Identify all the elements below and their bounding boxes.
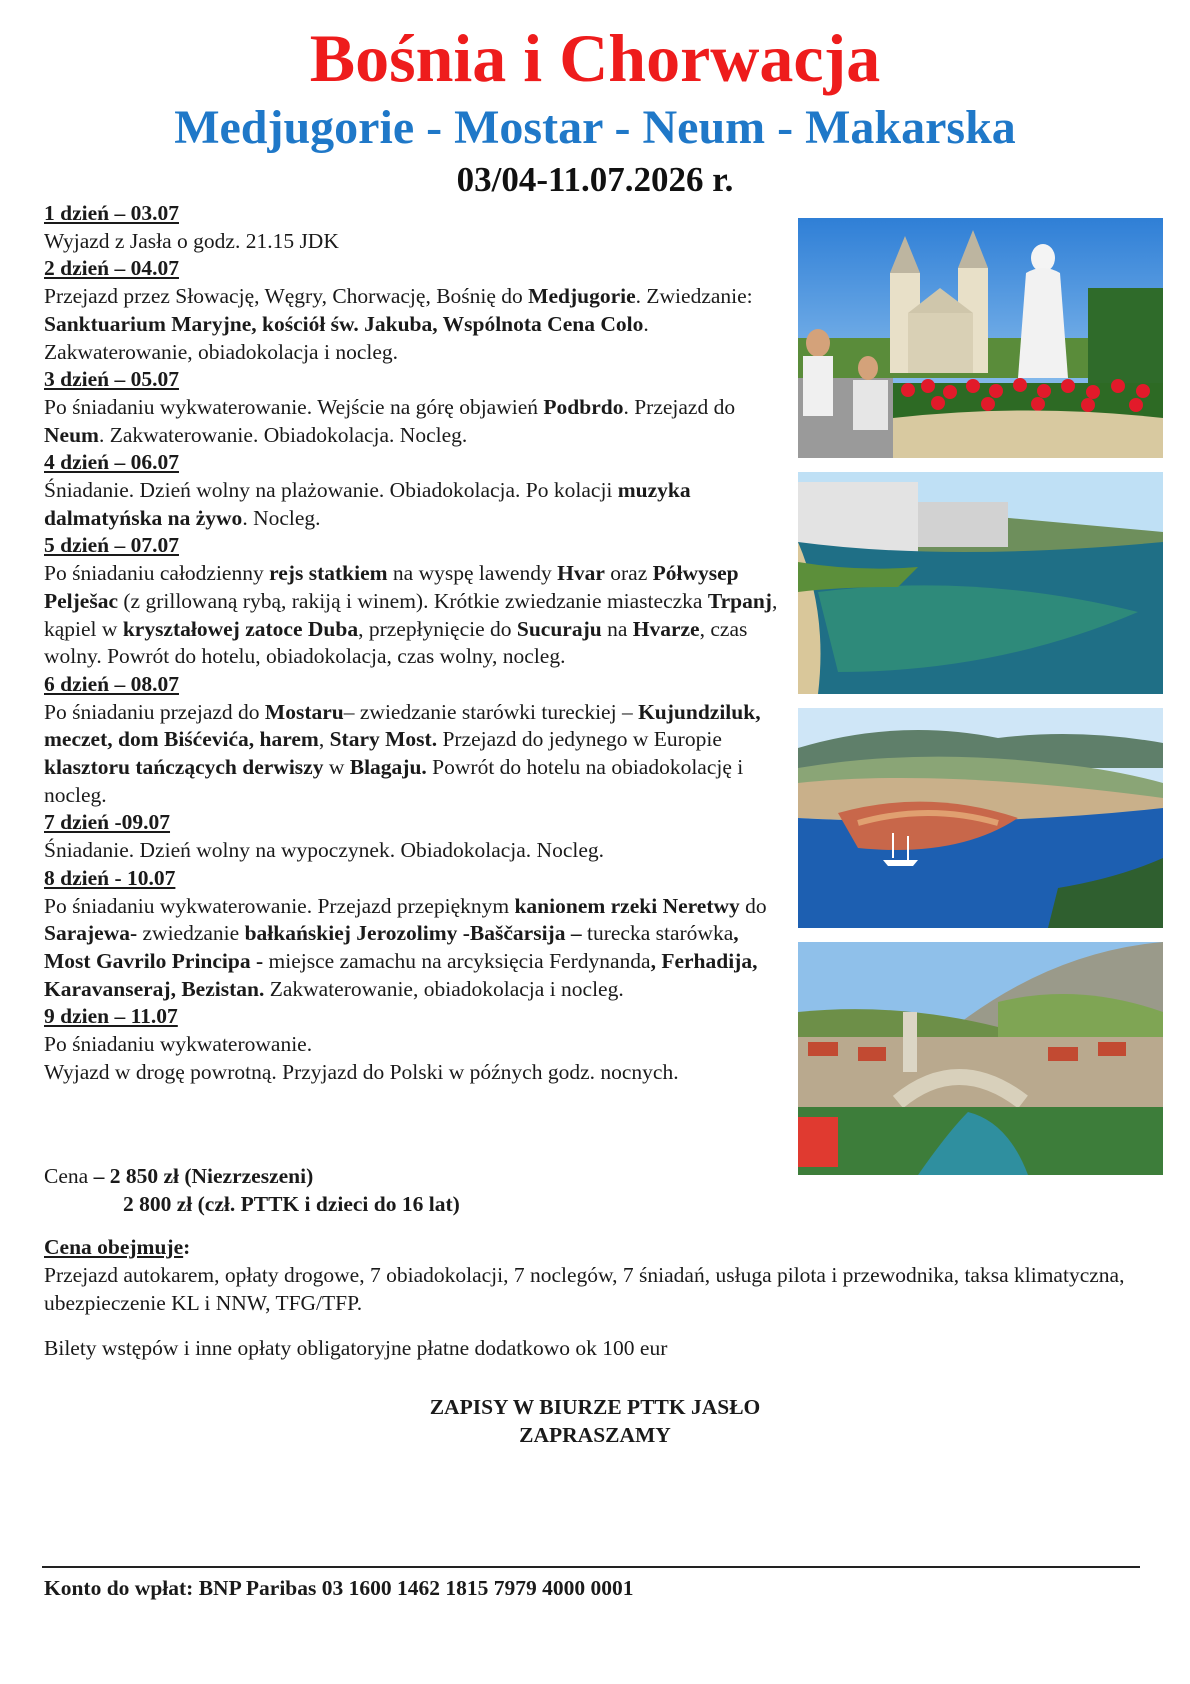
price-line-1: – 2 850 zł (Niezrzeszeni): [93, 1164, 314, 1188]
signup-line-2: ZAPRASZAMY: [519, 1423, 671, 1447]
medjugorje-church-photo: [798, 218, 1163, 458]
day-heading: 4 dzień – 06.07: [44, 450, 179, 475]
day-description: Śniadanie. Dzień wolny na wypoczynek. Obiadokolacja. Nocleg.: [44, 838, 605, 863]
day-description: Po śniadaniu wykwaterowanie. Wejście na górę objawień Podbrdo. Przejazd do Neum. Zakwaterowanie. Obiadokolacja. Nocleg.: [44, 394, 736, 447]
footer-divider: [42, 1566, 1140, 1568]
price-includes: [44, 1233, 1154, 1317]
page-subtitle: Medjugorie - Mostar - Neum - Makarska: [174, 101, 1016, 154]
price-section: [44, 1162, 460, 1218]
day-heading: 3 dzień – 05.07: [44, 367, 179, 392]
bank-account: Konto do wpłat: BNP Paribas 03 1600 1462 1815 7979 4000 0001: [44, 1576, 634, 1600]
itinerary: [44, 200, 784, 1087]
day-heading: 6 dzień – 08.07: [44, 671, 179, 696]
includes-colon: :: [183, 1235, 191, 1259]
day-description: Po śniadaniu wykwaterowanie. Przejazd przepięknym kanionem rzeki Neretwy do Sarajewa- zwiedzanie bałkańskiej Jerozolimy -Baščarsija – turecka starówka, Most Gavrilo Principa - miejsce zamachu na arcyksięcia Ferdynanda, Ferhadija, Karavanseraj, Bezistan. Zakwaterowanie, obiadokolacja i nocleg.: [44, 893, 767, 1001]
day-heading: 7 dzień -09.07: [44, 810, 171, 835]
day-description: Przejazd przez Słowację, Węgry, Chorwację, Bośnię do Medjugorie. Zwiedzanie: Sanktuarium Maryjne, kościół św. Jakuba, Wspólnota Cena Colo. Zakwaterowanie, obiadokolacja i nocleg.: [44, 284, 753, 364]
day-description: Wyjazd z Jasła o godz. 21.15 JDK: [44, 228, 339, 253]
neum-bay-photo: [798, 472, 1163, 694]
day-description: Po śniadaniu przejazd do Mostaru– zwiedzanie starówki tureckiej – Kujundziluk, meczet, dom Biśćevića, harem, Stary Most. Przejazd do jedynego w Europie klasztoru tańczących derwiszy w Blagaju. Powrót do hotelu na obiadokolację i nocleg.: [44, 699, 761, 807]
day-heading: 2 dzień – 04.07: [44, 256, 179, 281]
day-description: Po śniadaniu całodzienny rejs statkiem na wyspę lawendy Hvar oraz Półwysep Pelješac (z grillowaną rybą, rakiją i winem). Krótkie zwiedzanie miasteczka Trpanj, kąpiel w kryształowej zatoce Duba, przepłynięcie do Sucuraju na Hvarze, czas wolny. Powrót do hotelu, obiadokolacja, czas wolny, nocleg.: [44, 561, 778, 669]
signup-line-1: ZAPISY W BIURZE PTTK JASŁO: [429, 1395, 761, 1419]
dubrovnik-photo: [798, 708, 1163, 928]
tickets-note: Bilety wstępów i inne opłaty obligatoryjne płatne dodatkowo ok 100 eur: [44, 1336, 668, 1360]
mostar-photo: [798, 942, 1163, 1175]
trip-dates: 03/04-11.07.2026 r.: [456, 160, 734, 199]
day-description: Śniadanie. Dzień wolny na plażowanie. Obiadokolacja. Po kolacji muzyka dalmatyńska na żywo. Nocleg.: [44, 478, 691, 530]
day-description: Po śniadaniu wykwaterowanie. Wyjazd w drogę powrotną. Przyjazd do Polski w późnych godz. nocnych.: [44, 1032, 679, 1084]
price-line-2: 2 800 zł (czł. PTTK i dzieci do 16 lat): [123, 1192, 460, 1216]
photo-column: [798, 218, 1163, 1189]
day-heading: 9 dzien – 11.07: [44, 1004, 178, 1029]
day-heading: 8 dzień - 10.07: [44, 865, 176, 890]
includes-heading: Cena obejmuje: [44, 1235, 184, 1259]
signup-note: [0, 1393, 1190, 1449]
includes-text: Przejazd autokarem, opłaty drogowe, 7 obiadokolacji, 7 noclegów, 7 śniadań, usługa pilota i przewodnika, taksa klimatyczna, ubezpieczenie KL i NNW, TFG/TFP.: [44, 1263, 1125, 1315]
day-heading: 5 dzień – 07.07: [44, 533, 179, 558]
page-title: Bośnia i Chorwacja: [309, 20, 881, 96]
price-label: Cena: [44, 1164, 94, 1188]
day-heading: 1 dzień – 03.07: [44, 201, 179, 225]
